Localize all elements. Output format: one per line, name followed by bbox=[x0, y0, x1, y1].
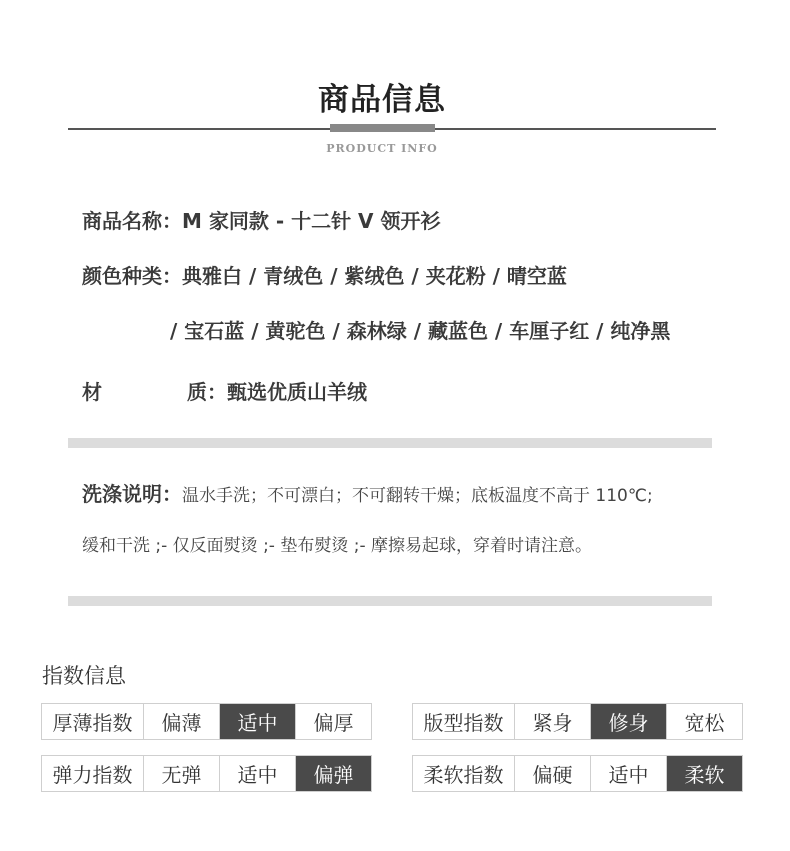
fit-index-label: 版型指数 bbox=[423, 711, 504, 735]
indices-title: 指数信息 bbox=[42, 664, 126, 688]
thickness-option-thick: 偏厚 bbox=[295, 704, 371, 739]
softness-index-label: 柔软指数 bbox=[423, 763, 504, 787]
fit-option-slim: 修身 bbox=[590, 704, 666, 739]
material-label-1: 材 bbox=[82, 380, 102, 404]
material-label-2: 质： bbox=[187, 380, 227, 404]
wash-line-2: 缓和干洗 ;- 仅反面熨烫 ;- 垫布熨烫 ;- 摩擦易起球，穿着时请注意。 bbox=[82, 536, 593, 556]
section-divider-2 bbox=[68, 596, 712, 606]
thickness-index-label: 厚薄指数 bbox=[52, 711, 133, 735]
page-title: 商品信息 bbox=[318, 82, 446, 118]
material-value: 甄选优质山羊绒 bbox=[227, 380, 367, 404]
color-values-line2: / 宝石蓝 / 黄驼色 / 森林绿 / 藏蓝色 / 车厘子红 / 纯净黑 bbox=[170, 319, 671, 343]
softness-option-soft: 柔软 bbox=[666, 756, 742, 791]
softness-option-medium: 适中 bbox=[590, 756, 666, 791]
thickness-index bbox=[41, 703, 372, 740]
elasticity-option-none: 无弹 bbox=[143, 756, 219, 791]
elasticity-index bbox=[41, 755, 372, 792]
product-name-row bbox=[82, 205, 441, 234]
wash-row-1 bbox=[82, 478, 653, 507]
fit-index bbox=[412, 703, 743, 740]
wash-label: 洗涤说明： bbox=[82, 482, 182, 506]
color-values-line1: 典雅白 / 青绒色 / 紫绒色 / 夹花粉 / 晴空蓝 bbox=[182, 264, 567, 288]
elasticity-option-medium: 适中 bbox=[219, 756, 295, 791]
title-accent-bar bbox=[330, 124, 435, 132]
section-divider-1 bbox=[68, 438, 712, 448]
page-subtitle: PRODUCT INFO bbox=[326, 142, 438, 155]
material-row bbox=[82, 376, 367, 405]
product-name-label: 商品名称： bbox=[82, 209, 182, 233]
softness-option-hard: 偏硬 bbox=[514, 756, 590, 791]
thickness-option-medium: 适中 bbox=[219, 704, 295, 739]
color-row bbox=[82, 260, 567, 289]
fit-option-loose: 宽松 bbox=[666, 704, 742, 739]
color-label: 颜色种类： bbox=[82, 264, 182, 288]
product-name-value: M 家同款 - 十二针 V 领开衫 bbox=[182, 209, 441, 233]
elasticity-option-stretchy: 偏弹 bbox=[295, 756, 371, 791]
wash-line-1: 温水手洗；不可漂白；不可翻转干燥；底板温度不高于 110℃; bbox=[182, 486, 653, 506]
fit-option-tight: 紧身 bbox=[514, 704, 590, 739]
elasticity-index-label: 弹力指数 bbox=[52, 763, 133, 787]
softness-index bbox=[412, 755, 743, 792]
thickness-option-thin: 偏薄 bbox=[143, 704, 219, 739]
